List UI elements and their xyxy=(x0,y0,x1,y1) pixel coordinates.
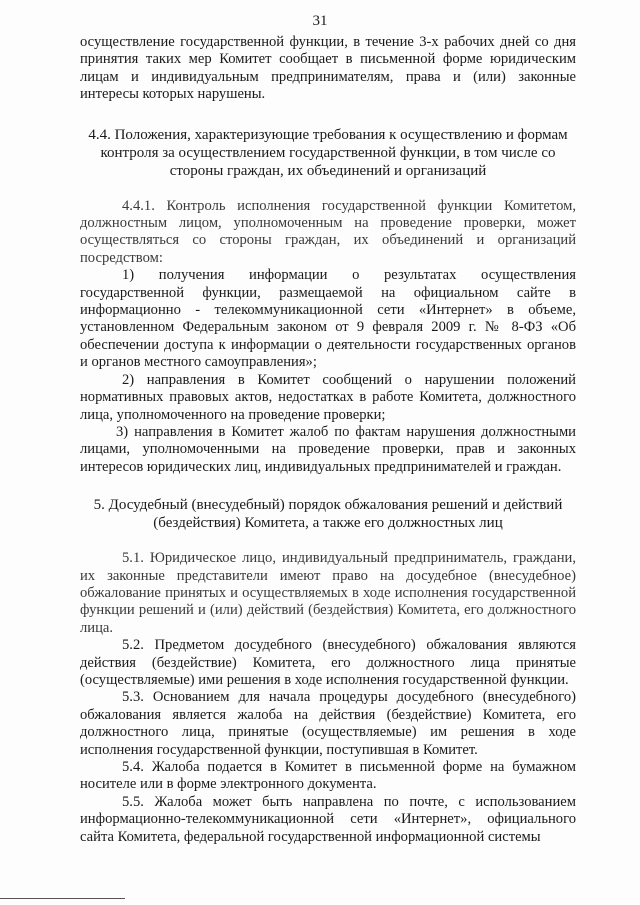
list-item-1: 1) получения информации о результатах осуществления государственной функции, размещаемой на официальном сайте в информационно - телекоммуникационной сети «Интернет» в объеме, установленном Федеральным законом от 9 февраля 2009 г. № 8-ФЗ «Об обеспечении доступа к информации о деятельности государственных органов и органов местного самоуправления»; xyxy=(80,267,576,371)
section-5-heading: 5. Досудебный (внесудебный) порядок обжалования решений и действий (бездействия) Комитета, а также его должностных лиц xyxy=(93,497,563,532)
page-number: 31 xyxy=(312,13,328,29)
paragraph-5-3: 5.3. Основанием для начала процедуры досудебного (внесудебного) обжалования является жалоба на действия (бездействие) Комитета, его должностного лица, принятые (осуществляемые) им решения в ходе исполнения государственной функции, поступившая в Комитет. xyxy=(80,689,576,758)
list-item-2: 2) направления в Комитет сообщений о нарушении положений нормативных правовых актов, недостатках в работе Комитета, должностного лица, уполномоченного на проведение проверки; xyxy=(80,371,576,423)
section-4-4-heading: 4.4. Положения, характеризующие требования к осуществлению и формам контроля за осуществлением государственной функции, в том числе со стороны граждан, их объединений и организаций xyxy=(88,126,568,179)
footer-divider xyxy=(0,898,125,899)
page-body xyxy=(80,34,576,846)
list-item-3: 3) направления в Комитет жалоб по фактам нарушения должностными лицами, уполномоченными на проведение проверки, прав и законных интересов юридических лиц, индивидуальных предпринимателей и граждан. xyxy=(80,423,576,475)
paragraph-5-2: 5.2. Предметом досудебного (внесудебного) обжалования являются действия (бездействие) Комитета, его должностного лица принятые (осуществляемые) ими решения в ходе исполнения государственной функции. xyxy=(80,637,576,688)
paragraph-4-4-1: 4.4.1. Контроль исполнения государственной функции Комитетом, должностным лицом, уполномоченным на проведение проверки, может осуществляться со стороны граждан, их объединений и организаций посредством: xyxy=(80,197,576,266)
intro-paragraph: осуществление государственной функции, в течение 3-х рабочих дней со дня принятия таких мер Комитет сообщает в письменной форме юридическим лицам и индивидуальным предпринимателям, права и (или) законные интересы которых нарушены. xyxy=(80,34,576,103)
paragraph-5-4: 5.4. Жалоба подается в Комитет в письменной форме на бумажном носителе или в форме электронного документа. xyxy=(80,759,576,793)
paragraph-5-1: 5.1. Юридическое лицо, индивидуальный предприниматель, граждани, их законные представители имеют право на досудебное (внесудебное) обжалование принятых и осуществляемых в ходе исполнения государственной функции решений и (или) действий (бездействия) Комитета, его должностного лица. xyxy=(80,550,576,636)
paragraph-5-5: 5.5. Жалоба может быть направлена по почте, с использованием информационно-телекоммуникационной сети «Интернет», официального сайта Комитета, федеральной государственной информационной системы xyxy=(80,793,576,845)
